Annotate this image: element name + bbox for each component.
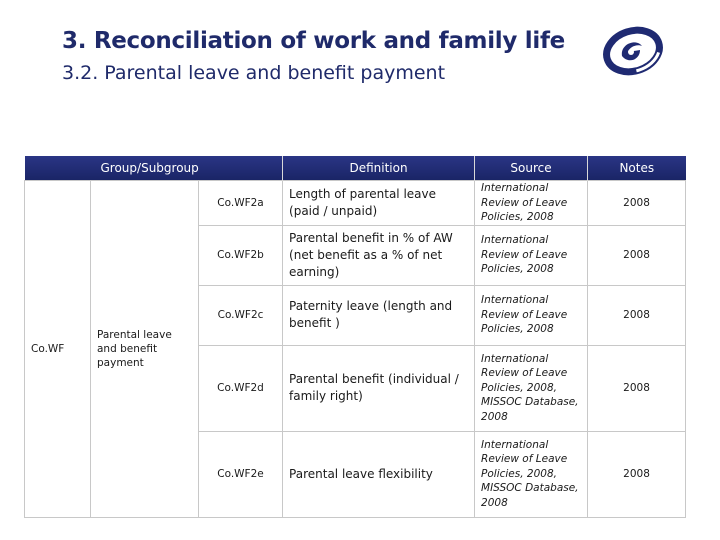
indicator-definition: Paternity leave (length and benefit ) xyxy=(283,285,475,345)
indicator-source: International Review of Leave Policies, 2008, MISSOC Database, 2008 xyxy=(475,431,588,517)
group-cell: Co.WF xyxy=(25,181,91,518)
indicator-definition: Parental leave flexibility xyxy=(283,431,475,517)
indicator-definition: Length of parental leave (paid / unpaid) xyxy=(283,181,475,226)
indicator-code: Co.WF2e xyxy=(199,431,283,517)
indicator-source: International Review of Leave Policies, 2008 xyxy=(475,225,588,285)
indicator-source: International Review of Leave Policies, 2008, MISSOC Database, 2008 xyxy=(475,345,588,431)
indicator-definition: Parental benefit (individual / family right) xyxy=(283,345,475,431)
subgroup-cell: Parental leave and benefit payment xyxy=(91,181,199,518)
indicator-code: Co.WF2b xyxy=(199,225,283,285)
slide-subtitle: 3.2. Parental leave and benefit payment xyxy=(62,62,446,84)
indicator-notes: 2008 xyxy=(588,285,686,345)
header-notes: Notes xyxy=(588,156,686,181)
indicator-code: Co.WF2d xyxy=(199,345,283,431)
indicator-definition: Parental benefit in % of AW (net benefit as a % of net earning) xyxy=(283,225,475,285)
indicator-notes: 2008 xyxy=(588,431,686,517)
indicator-code: Co.WF2c xyxy=(199,285,283,345)
table-row xyxy=(25,181,686,226)
indicator-code: Co.WF2a xyxy=(199,181,283,226)
header-source: Source xyxy=(475,156,588,181)
table-header-row xyxy=(25,156,686,181)
indicator-source: International Review of Leave Policies, 2008 xyxy=(475,285,588,345)
eurofound-logo-icon xyxy=(600,20,666,80)
indicator-notes: 2008 xyxy=(588,181,686,226)
header-group-subgroup: Group/Subgroup xyxy=(25,156,283,181)
indicator-notes: 2008 xyxy=(588,345,686,431)
indicator-source: International Review of Leave Policies, 2008 xyxy=(475,181,588,226)
indicators-table xyxy=(24,156,686,518)
slide-title: 3. Reconciliation of work and family life xyxy=(62,28,565,54)
indicator-notes: 2008 xyxy=(588,225,686,285)
header-definition: Definition xyxy=(283,156,475,181)
